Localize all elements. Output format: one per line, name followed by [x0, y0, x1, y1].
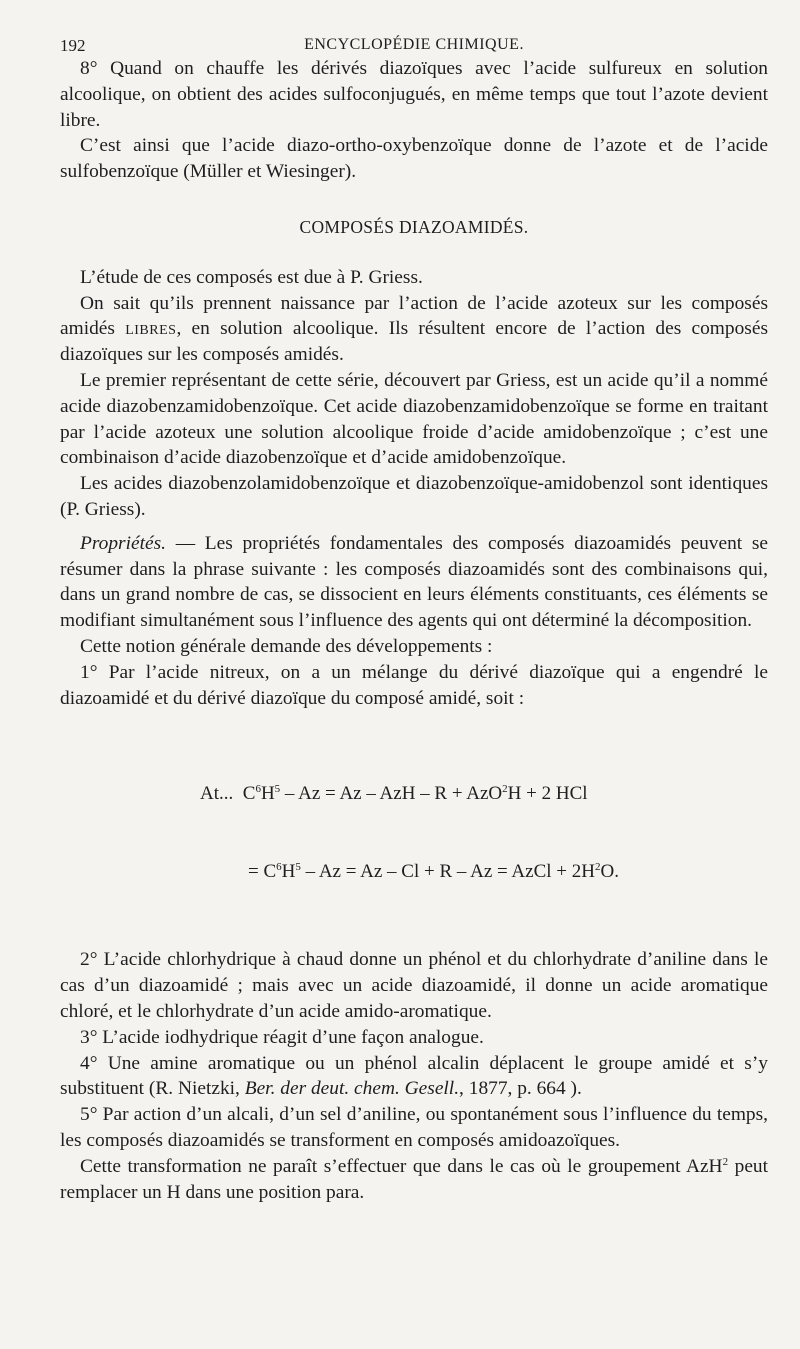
f2d: O. [600, 861, 619, 883]
item-5: 5° Par action d’un alcali, d’un sel d’aniline, ou spontanément sous l’influence du temps, les composés diazoamidés se transforment en composés amidoazoïques. [60, 1104, 768, 1151]
item-2: 2° L’acide chlorhydrique à chaud donne un phénol et du chlorhydrate d’aniline dans le cas d’un diazoamidé ; mais avec un acide diazoamidé, il donne un acide aromatique chloré, et le chlorhydrate d’un acide amido-aromatique. [60, 949, 768, 1022]
f1c: – Az = Az – AzH – R + AzO [280, 783, 503, 805]
intro-paragraph-4: Les acides diazobenzolamidobenzoïque et diazobenzoïque-amidobenzol sont identiques (P. Griess). [60, 473, 768, 520]
final-superscript: 2 [722, 1155, 729, 1168]
item-3: 3° L’acide iodhydrique réagit d’une façon analogue. [80, 1026, 484, 1048]
page-number: 192 [60, 36, 86, 55]
reaction-formula [60, 729, 768, 937]
f2s1: 6 [276, 861, 282, 874]
final-text-a: Cette transformation ne paraît s’effectuer que dans le cas où le groupement AzH [80, 1155, 723, 1177]
f1b: H [260, 783, 275, 805]
developments-line: Cette notion générale demande des développements : [80, 635, 493, 657]
f2c: – Az = Az – Cl + R – Az = AzCl + 2H [300, 861, 595, 883]
item-4 [60, 1051, 768, 1103]
formula-line-1 [60, 781, 768, 807]
formula-line-2 [60, 859, 768, 885]
f1s1: 6 [255, 783, 261, 796]
f2s3: 2 [594, 861, 601, 874]
intro-paragraph-2 [60, 291, 768, 368]
properties-text: — Les propriétés fondamentales des composés diazoamidés peuvent se résumer dans la phrase suivante : les composés diazoamidés sont des combinaisons qui, dans un grand nombre de cas, se dissocient en leurs éléments constituants, ces éléments se modifiant simultanément sous l’influence des agents qui ont déterminé la décomposition. [60, 532, 768, 632]
f1a: At... C [200, 783, 256, 805]
f2s2: 5 [295, 861, 301, 874]
item-1: 1° Par l’acide nitreux, on a un mélange du dérivé diazoïque qui a engendré le diazoamidé et du dérivé diazoïque du composé amidé, soit : [60, 661, 768, 709]
intro-2-smallcaps: libres [125, 318, 177, 340]
intro-2-text-b: , en solution alcoolique. Ils résultent encore de l’action des composés diazoïques sur les composés amidés. [60, 318, 768, 366]
intro-paragraph-3: Le premier représentant de cette série, découvert par Griess, est un acide qu’il a nommé acide diazobenzamidobenzoïque. Cet acide diazobenzamidobenzoïque se forme en traitant par l’acide azoteux une solution alcoolique froide d’acide amidobenzoïque ; c’est une combinaison d’acide diazobenzoïque et d’acide amidobenzoïque. [60, 369, 768, 469]
f1s2: 5 [274, 783, 281, 796]
intro-paragraph-1: L’étude de ces composés est due à P. Griess. [80, 266, 423, 288]
running-head [60, 30, 768, 56]
page-body [60, 56, 768, 1205]
properties-paragraph [60, 531, 768, 634]
f2a: = C [248, 861, 277, 883]
final-paragraph [60, 1154, 768, 1206]
f1d: H + 2 HCl [507, 783, 588, 805]
f2b: H [281, 861, 296, 883]
properties-label: Propriétés. [80, 532, 166, 554]
paragraph-8-a: 8° Quand on chauffe les dérivés diazoïques avec l’acide sulfureux en solution alcoolique, on obtient des acides sulfoconjugués, en même temps que tout l’azote devient libre. [60, 58, 768, 131]
item-4-text-a: 4° Une amine aromatique ou un phénol alcalin déplacent le groupe amidé et s’y substituent (R. Nietzki, [60, 1052, 768, 1100]
paragraph-8-b: C’est ainsi que l’acide diazo-ortho-oxybenzoïque donne de l’azote et de l’acide sulfobenzoïque (Müller et Wiesinger). [60, 135, 768, 183]
running-title: ENCYCLOPÉDIE CHIMIQUE. [304, 36, 524, 53]
intro-2-text-a: On sait qu’ils prennent naissance par l’action de l’acide azoteux sur les composés amidés [60, 292, 768, 340]
f1s3: 2 [502, 783, 508, 796]
item-4-citation: Ber. der deut. chem. Gesell. [244, 1078, 460, 1100]
item-4-text-b: , 1877, p. 664 ). [459, 1078, 582, 1100]
section-heading: COMPOSÉS DIAZOAMIDÉS. [299, 216, 529, 237]
final-text-b: peut remplacer un H dans une position para. [60, 1155, 769, 1203]
